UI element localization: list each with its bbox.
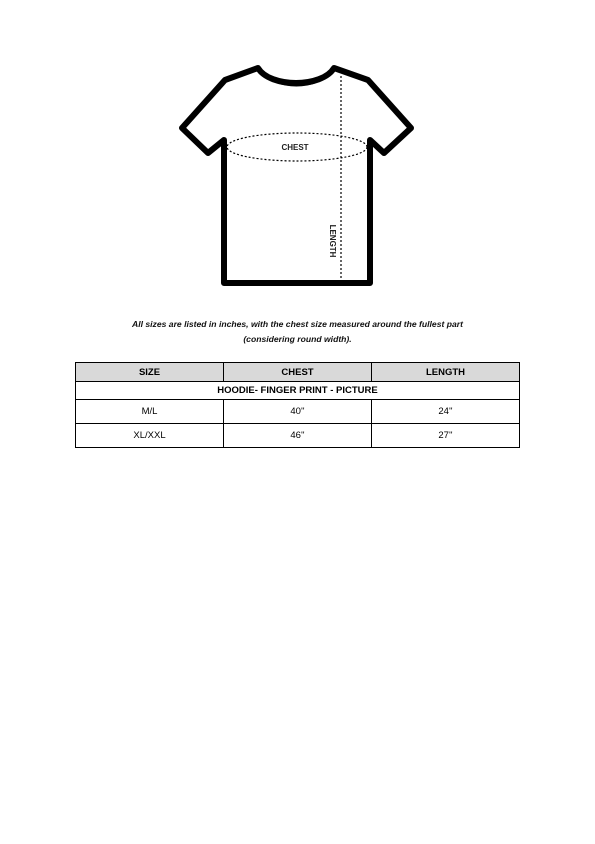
tshirt-diagram <box>0 0 595 300</box>
section-title: HOODIE- FINGER PRINT - PICTURE <box>76 382 520 400</box>
table-header-row <box>76 363 520 382</box>
header-size: SIZE <box>76 363 224 382</box>
header-length: LENGTH <box>372 363 520 382</box>
chest-label: CHEST <box>281 143 309 152</box>
sizing-note-line2: (considering round width). <box>243 334 352 344</box>
size-chart-table <box>75 362 520 448</box>
cell-chest: 46'' <box>224 424 372 448</box>
table-section-row <box>76 382 520 400</box>
cell-length: 24'' <box>372 400 520 424</box>
cell-length: 27'' <box>372 424 520 448</box>
table-row <box>76 424 520 448</box>
table-row <box>76 400 520 424</box>
cell-size: XL/XXL <box>76 424 224 448</box>
header-chest: CHEST <box>224 363 372 382</box>
cell-size: M/L <box>76 400 224 424</box>
sizing-note <box>60 317 535 347</box>
length-label: LENGTH <box>328 224 337 258</box>
sizing-note-line1: All sizes are listed in inches, with the chest size measured around the fullest part <box>132 319 463 329</box>
cell-chest: 40'' <box>224 400 372 424</box>
tshirt-outline-icon <box>0 0 595 300</box>
